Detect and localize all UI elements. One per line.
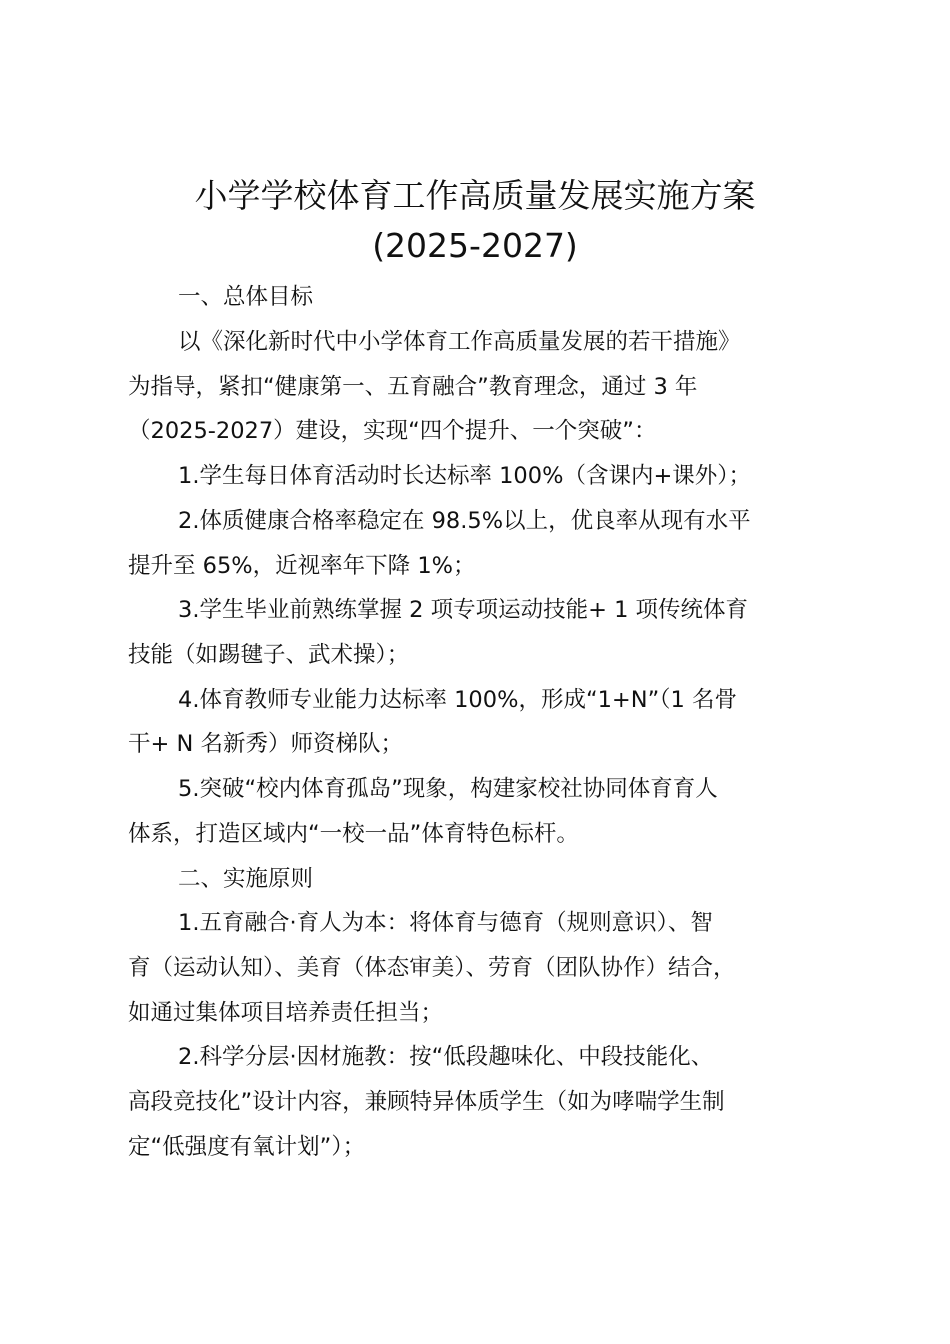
list-item-principle-2: 2.科学分层·因材施教：按“低段趣味化、中段技能化、 <box>178 1044 714 1070</box>
list-item-principle-1: 1.五育融合·育人为本：将体育与德育（规则意识）、智 <box>178 910 713 936</box>
list-item-goal-3: 3.学生毕业前熟练掌握 2 项专项运动技能+ 1 项传统体育 <box>178 597 749 623</box>
section-heading-principles: 二、实施原则 <box>178 866 314 892</box>
paragraph-line: 以《深化新时代中小学体育工作高质量发展的若干措施》 <box>178 329 741 355</box>
list-item-goal-5-cont: 体系，打造区域内“一校一品”体育特色标杆。 <box>128 821 579 847</box>
document-title: 小学学校体育工作高质量发展实施方案 <box>194 176 756 215</box>
list-item-principle-1-cont: 如通过集体项目培养责任担当； <box>128 1000 444 1026</box>
list-item-principle-2-cont: 定“低强度有氧计划”）； <box>128 1134 366 1160</box>
list-item-goal-2: 2.体质健康合格率稳定在 98.5%以上，优良率从现有水平 <box>178 508 751 534</box>
list-item-principle-1-cont: 育（运动认知）、美育（体态审美）、劳育（团队协作）结合， <box>128 955 736 981</box>
list-item-goal-4: 4.体育教师专业能力达标率 100%，形成“1+N”（1 名骨 <box>178 687 737 713</box>
paragraph-line: 为指导，紧扣“健康第一、五育融合”教育理念，通过 3 年 <box>128 374 698 400</box>
list-item-goal-5: 5.突破“校内体育孤岛”现象，构建家校社协同体育育人 <box>178 776 718 802</box>
list-item-goal-2-cont: 提升至 65%，近视率年下降 1%； <box>128 553 476 579</box>
list-item-goal-1: 1.学生每日体育活动时长达标率 100%（含课内+课外）； <box>178 463 752 489</box>
list-item-goal-3-cont: 技能（如踢毽子、武术操）； <box>128 642 410 668</box>
list-item-goal-4-cont: 干+ N 名新秀）师资梯队； <box>128 731 403 757</box>
paragraph-line: （2025-2027）建设，实现“四个提升、一个突破”： <box>128 418 657 444</box>
list-item-principle-2-cont: 高段竞技化”设计内容，兼顾特异体质学生（如为哮喘学生制 <box>128 1089 725 1115</box>
document-title-years: (2025-2027) <box>372 226 578 265</box>
section-heading-overall-goals: 一、总体目标 <box>178 284 314 310</box>
